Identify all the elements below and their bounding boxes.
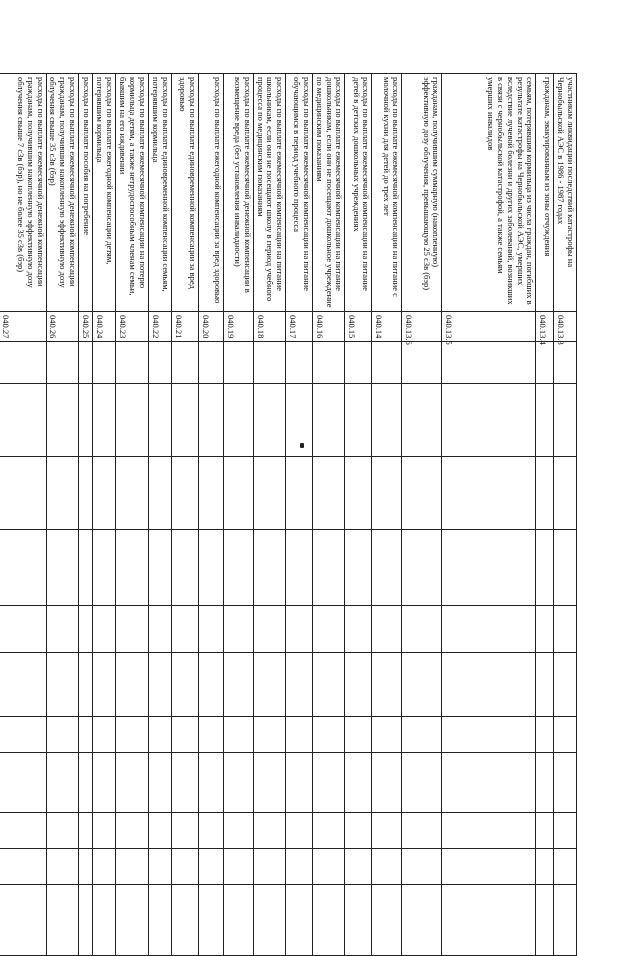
- value-cell: [148, 717, 171, 753]
- value-cell: [171, 457, 198, 530]
- value-cell: [536, 342, 554, 384]
- value-cell: [442, 753, 536, 813]
- value-cell: [115, 653, 148, 717]
- value-cell: [198, 753, 223, 813]
- row-code: 040.16: [313, 312, 345, 342]
- table-row: [442, 74, 536, 956]
- value-cell: [171, 653, 198, 717]
- row-label: семьям, потерявшим кормильца из числа граждан, погибших в результате катастрофы на Чернобыльской АЭС, умерших вследствие лучевой болезни и других заболеваний, возникших в связи с чернобыльской катастрофой, а также семьям умерших инвалидов: [442, 74, 536, 312]
- value-cell: [313, 753, 345, 813]
- value-cell: [115, 717, 148, 753]
- value-cell: [313, 885, 345, 956]
- value-cell: [536, 653, 554, 717]
- value-cell: [554, 606, 577, 653]
- value-cell: [286, 653, 313, 717]
- value-cell: [402, 606, 442, 653]
- table-row: [198, 74, 223, 956]
- value-cell: [115, 457, 148, 530]
- value-cell: [198, 384, 223, 457]
- value-cell: [253, 813, 285, 849]
- row-code: 040.21: [171, 312, 198, 342]
- row-code: 040.13.6: [402, 312, 442, 342]
- value-cell: [46, 530, 78, 606]
- row-code: 040.19: [223, 312, 253, 342]
- value-cell: [402, 530, 442, 606]
- value-cell: [372, 530, 402, 606]
- value-cell: [345, 653, 372, 717]
- value-cell: [345, 530, 372, 606]
- value-cell: [313, 384, 345, 457]
- value-cell: [313, 457, 345, 530]
- value-cell: [46, 813, 78, 849]
- row-code: 040.13.4: [536, 312, 554, 342]
- value-cell: [253, 457, 285, 530]
- row-code: 040.23: [115, 312, 148, 342]
- value-cell: [115, 849, 148, 885]
- value-cell: [78, 753, 92, 813]
- value-cell: [345, 717, 372, 753]
- value-cell: [115, 384, 148, 457]
- value-cell: [253, 653, 285, 717]
- table-row: [536, 74, 554, 956]
- row-label: расходы по выплате ежемесячной компенсации на питание дошкольникам, если они не посещают дошкольное учреждение по медицинским показаниям: [313, 74, 345, 312]
- row-label: расходы по выплате ежемесячной компенсации на питание с молочной кухни для детей до трех лет: [372, 74, 402, 312]
- table-row: [345, 74, 372, 956]
- value-cell: [536, 885, 554, 956]
- row-code: 040.22: [148, 312, 171, 342]
- value-cell: [78, 606, 92, 653]
- value-cell: [223, 606, 253, 653]
- value-cell: [171, 753, 198, 813]
- value-cell: [148, 849, 171, 885]
- value-cell: [554, 849, 577, 885]
- value-cell: [286, 813, 313, 849]
- value-cell: [46, 753, 78, 813]
- row-code: 040.18: [253, 312, 285, 342]
- expenditure-table: [0, 73, 577, 956]
- value-cell: [198, 849, 223, 885]
- value-cell: [442, 885, 536, 956]
- value-cell: [0, 342, 46, 384]
- value-cell: [171, 849, 198, 885]
- value-cell: [372, 457, 402, 530]
- value-cell: [78, 653, 92, 717]
- value-cell: [46, 606, 78, 653]
- value-cell: [78, 457, 92, 530]
- value-cell: [536, 753, 554, 813]
- table-row: [223, 74, 253, 956]
- value-cell: [402, 753, 442, 813]
- value-cell: [372, 384, 402, 457]
- value-cell: [0, 606, 46, 653]
- value-cell: [46, 653, 78, 717]
- table-row: [115, 74, 148, 956]
- value-cell: [402, 885, 442, 956]
- value-cell: [92, 813, 115, 849]
- value-cell: [92, 849, 115, 885]
- value-cell: [345, 606, 372, 653]
- value-cell: [46, 849, 78, 885]
- row-label: расходы по выплате ежемесячной компенсации на питание детей в детских дошкольных учреждениях: [345, 74, 372, 312]
- table-row: [92, 74, 115, 956]
- value-cell: [223, 717, 253, 753]
- value-cell: [92, 717, 115, 753]
- row-label: расходы по выплате ежемесячной денежной компенсации гражданам, получившим накопленную эффективную дозу облучения свыше 7 сЗв (бэр), но не более 35 сЗв (бэр): [0, 74, 46, 312]
- value-cell: [115, 530, 148, 606]
- value-cell: [223, 384, 253, 457]
- value-cell: [345, 384, 372, 457]
- table-row: [313, 74, 345, 956]
- value-cell: [0, 384, 46, 457]
- value-cell: [171, 813, 198, 849]
- value-cell: [198, 885, 223, 956]
- value-cell: [148, 813, 171, 849]
- value-cell: [345, 753, 372, 813]
- value-cell: [171, 885, 198, 956]
- value-cell: [372, 885, 402, 956]
- value-cell: [0, 753, 46, 813]
- value-cell: [286, 342, 313, 384]
- row-label: расходы по выплате ежегодной компенсации детям, потерявшим кормильца: [92, 74, 115, 312]
- value-cell: [442, 384, 536, 457]
- table-row: [372, 74, 402, 956]
- value-cell: [223, 813, 253, 849]
- row-code: 040.20: [198, 312, 223, 342]
- value-cell: [223, 849, 253, 885]
- value-cell: [253, 849, 285, 885]
- value-cell: [253, 384, 285, 457]
- value-cell: [0, 885, 46, 956]
- value-cell: [148, 753, 171, 813]
- value-cell: [286, 384, 313, 457]
- value-cell: [536, 384, 554, 457]
- value-cell: [198, 653, 223, 717]
- value-cell: [554, 885, 577, 956]
- row-label: расходы по выплате ежемесячной компенсации на потерю кормильца детям, а также нетрудоспособным членам семьи, бывшим на его иждивении: [115, 74, 148, 312]
- value-cell: [313, 342, 345, 384]
- value-cell: [92, 653, 115, 717]
- value-cell: [223, 342, 253, 384]
- value-cell: [372, 342, 402, 384]
- value-cell: [115, 753, 148, 813]
- value-cell: [171, 717, 198, 753]
- value-cell: [115, 885, 148, 956]
- row-label: расходы по выплате ежемесячной денежной компенсации гражданам, получившим накопленную эффективную дозу облучения свыше 35 сЗв (бэр): [46, 74, 78, 312]
- value-cell: [92, 342, 115, 384]
- value-cell: [92, 606, 115, 653]
- row-code: 040.25: [78, 312, 92, 342]
- value-cell: [313, 653, 345, 717]
- value-cell: [223, 530, 253, 606]
- value-cell: [286, 530, 313, 606]
- value-cell: [115, 813, 148, 849]
- value-cell: [313, 813, 345, 849]
- row-code: 040.13.3: [554, 312, 577, 342]
- value-cell: [286, 717, 313, 753]
- value-cell: [402, 457, 442, 530]
- document-sheet: [1, 73, 577, 854]
- value-cell: [286, 457, 313, 530]
- value-cell: [253, 717, 285, 753]
- value-cell: [402, 342, 442, 384]
- value-cell: [223, 885, 253, 956]
- value-cell: [372, 653, 402, 717]
- value-cell: [0, 717, 46, 753]
- value-cell: [0, 813, 46, 849]
- row-label: гражданам, получившим суммарную (накопленную) эффективную дозу облучения, превышающую 25 сЗв (бэр): [402, 74, 442, 312]
- value-cell: [115, 342, 148, 384]
- value-cell: [78, 342, 92, 384]
- value-cell: [198, 530, 223, 606]
- table-row: [554, 74, 577, 956]
- row-label: расходы по выплате единовременной компенсации семьям, потерявшим кормильца: [148, 74, 171, 312]
- value-cell: [536, 530, 554, 606]
- value-cell: [554, 384, 577, 457]
- row-label: расходы по выплате ежемесячной компенсации на питание школьникам, если они не посещают школу в период учебного процесса по медицинским показаниям: [253, 74, 285, 312]
- value-cell: [554, 342, 577, 384]
- value-cell: [313, 530, 345, 606]
- value-cell: [372, 849, 402, 885]
- value-cell: [554, 530, 577, 606]
- value-cell: [78, 384, 92, 457]
- value-cell: [554, 753, 577, 813]
- value-cell: [92, 530, 115, 606]
- value-cell: [442, 653, 536, 717]
- row-label: расходы по выплате пособия на погребение: [78, 74, 92, 312]
- value-cell: [536, 813, 554, 849]
- row-label: участникам ликвидации последствий катастрофы на Чернобыльской АЭС в 1986 - 1987 годах: [554, 74, 577, 312]
- value-cell: [402, 653, 442, 717]
- value-cell: [46, 457, 78, 530]
- value-cell: [345, 457, 372, 530]
- value-cell: [171, 342, 198, 384]
- value-cell: [198, 813, 223, 849]
- value-cell: [78, 849, 92, 885]
- value-cell: [554, 813, 577, 849]
- value-cell: [78, 813, 92, 849]
- row-label: расходы по выплате ежемесячной денежной компенсации в возмещение вреда (без установления инвалидности): [223, 74, 253, 312]
- table-row: [253, 74, 285, 956]
- value-cell: [253, 530, 285, 606]
- value-cell: [372, 606, 402, 653]
- value-cell: [313, 849, 345, 885]
- value-cell: [46, 384, 78, 457]
- row-code: 040.26: [46, 312, 78, 342]
- value-cell: [198, 606, 223, 653]
- value-cell: [92, 753, 115, 813]
- value-cell: [442, 457, 536, 530]
- value-cell: [0, 653, 46, 717]
- value-cell: [78, 885, 92, 956]
- value-cell: [402, 849, 442, 885]
- row-code: 040.14: [372, 312, 402, 342]
- value-cell: [442, 849, 536, 885]
- table-row: [148, 74, 171, 956]
- value-cell: [171, 530, 198, 606]
- value-cell: [78, 717, 92, 753]
- value-cell: [92, 384, 115, 457]
- value-cell: [223, 753, 253, 813]
- value-cell: [536, 717, 554, 753]
- value-cell: [442, 342, 536, 384]
- table-row: [0, 74, 46, 956]
- value-cell: [345, 849, 372, 885]
- value-cell: [171, 606, 198, 653]
- value-cell: [442, 606, 536, 653]
- value-cell: [92, 457, 115, 530]
- value-cell: [198, 457, 223, 530]
- value-cell: [442, 717, 536, 753]
- value-cell: [313, 606, 345, 653]
- value-cell: [253, 885, 285, 956]
- value-cell: [253, 753, 285, 813]
- value-cell: [92, 885, 115, 956]
- row-label: расходы по выплате единовременной компенсации за вред здоровью: [171, 74, 198, 312]
- row-label: гражданам, эвакуированным из зоны отчуждения: [536, 74, 554, 312]
- value-cell: [223, 457, 253, 530]
- value-cell: [345, 342, 372, 384]
- value-cell: [536, 457, 554, 530]
- value-cell: [554, 653, 577, 717]
- rotated-page: [1, 73, 577, 854]
- value-cell: [148, 384, 171, 457]
- row-code: 040.17: [286, 312, 313, 342]
- value-cell: [345, 813, 372, 849]
- value-cell: [78, 530, 92, 606]
- value-cell: [223, 653, 253, 717]
- value-cell: [286, 753, 313, 813]
- value-cell: [402, 384, 442, 457]
- value-cell: [46, 717, 78, 753]
- value-cell: [442, 813, 536, 849]
- value-cell: [536, 849, 554, 885]
- table-row: [78, 74, 92, 956]
- value-cell: [402, 813, 442, 849]
- value-cell: [148, 653, 171, 717]
- value-cell: [148, 885, 171, 956]
- value-cell: [402, 717, 442, 753]
- table-row: [402, 74, 442, 956]
- row-label: расходы по выплате ежемесячной компенсации на питание обучающимся в период учебного процесса: [286, 74, 313, 312]
- table-row: [46, 74, 78, 956]
- value-cell: [148, 606, 171, 653]
- table-row: [286, 74, 313, 956]
- table-row: [171, 74, 198, 956]
- value-cell: [171, 384, 198, 457]
- value-cell: [148, 457, 171, 530]
- value-cell: [0, 849, 46, 885]
- value-cell: [253, 342, 285, 384]
- value-cell: [372, 813, 402, 849]
- value-cell: [313, 717, 345, 753]
- value-cell: [198, 717, 223, 753]
- value-cell: [253, 606, 285, 653]
- value-cell: [286, 885, 313, 956]
- value-cell: [148, 530, 171, 606]
- row-code: 040.27: [0, 312, 46, 342]
- value-cell: [554, 717, 577, 753]
- value-cell: [46, 885, 78, 956]
- row-code: 040.15: [345, 312, 372, 342]
- value-cell: [286, 606, 313, 653]
- value-cell: [198, 342, 223, 384]
- row-code: 040.24: [92, 312, 115, 342]
- value-cell: [286, 849, 313, 885]
- value-cell: [442, 530, 536, 606]
- row-code: 040.13.5: [442, 312, 536, 342]
- value-cell: [115, 606, 148, 653]
- value-cell: [372, 753, 402, 813]
- value-cell: [0, 530, 46, 606]
- value-cell: [554, 457, 577, 530]
- value-cell: [148, 342, 171, 384]
- value-cell: [372, 717, 402, 753]
- value-cell: [46, 342, 78, 384]
- row-label: расходы по выплате ежегодной компенсации за вред здоровью: [198, 74, 223, 312]
- value-cell: [0, 457, 46, 530]
- value-cell: [345, 885, 372, 956]
- value-cell: [536, 606, 554, 653]
